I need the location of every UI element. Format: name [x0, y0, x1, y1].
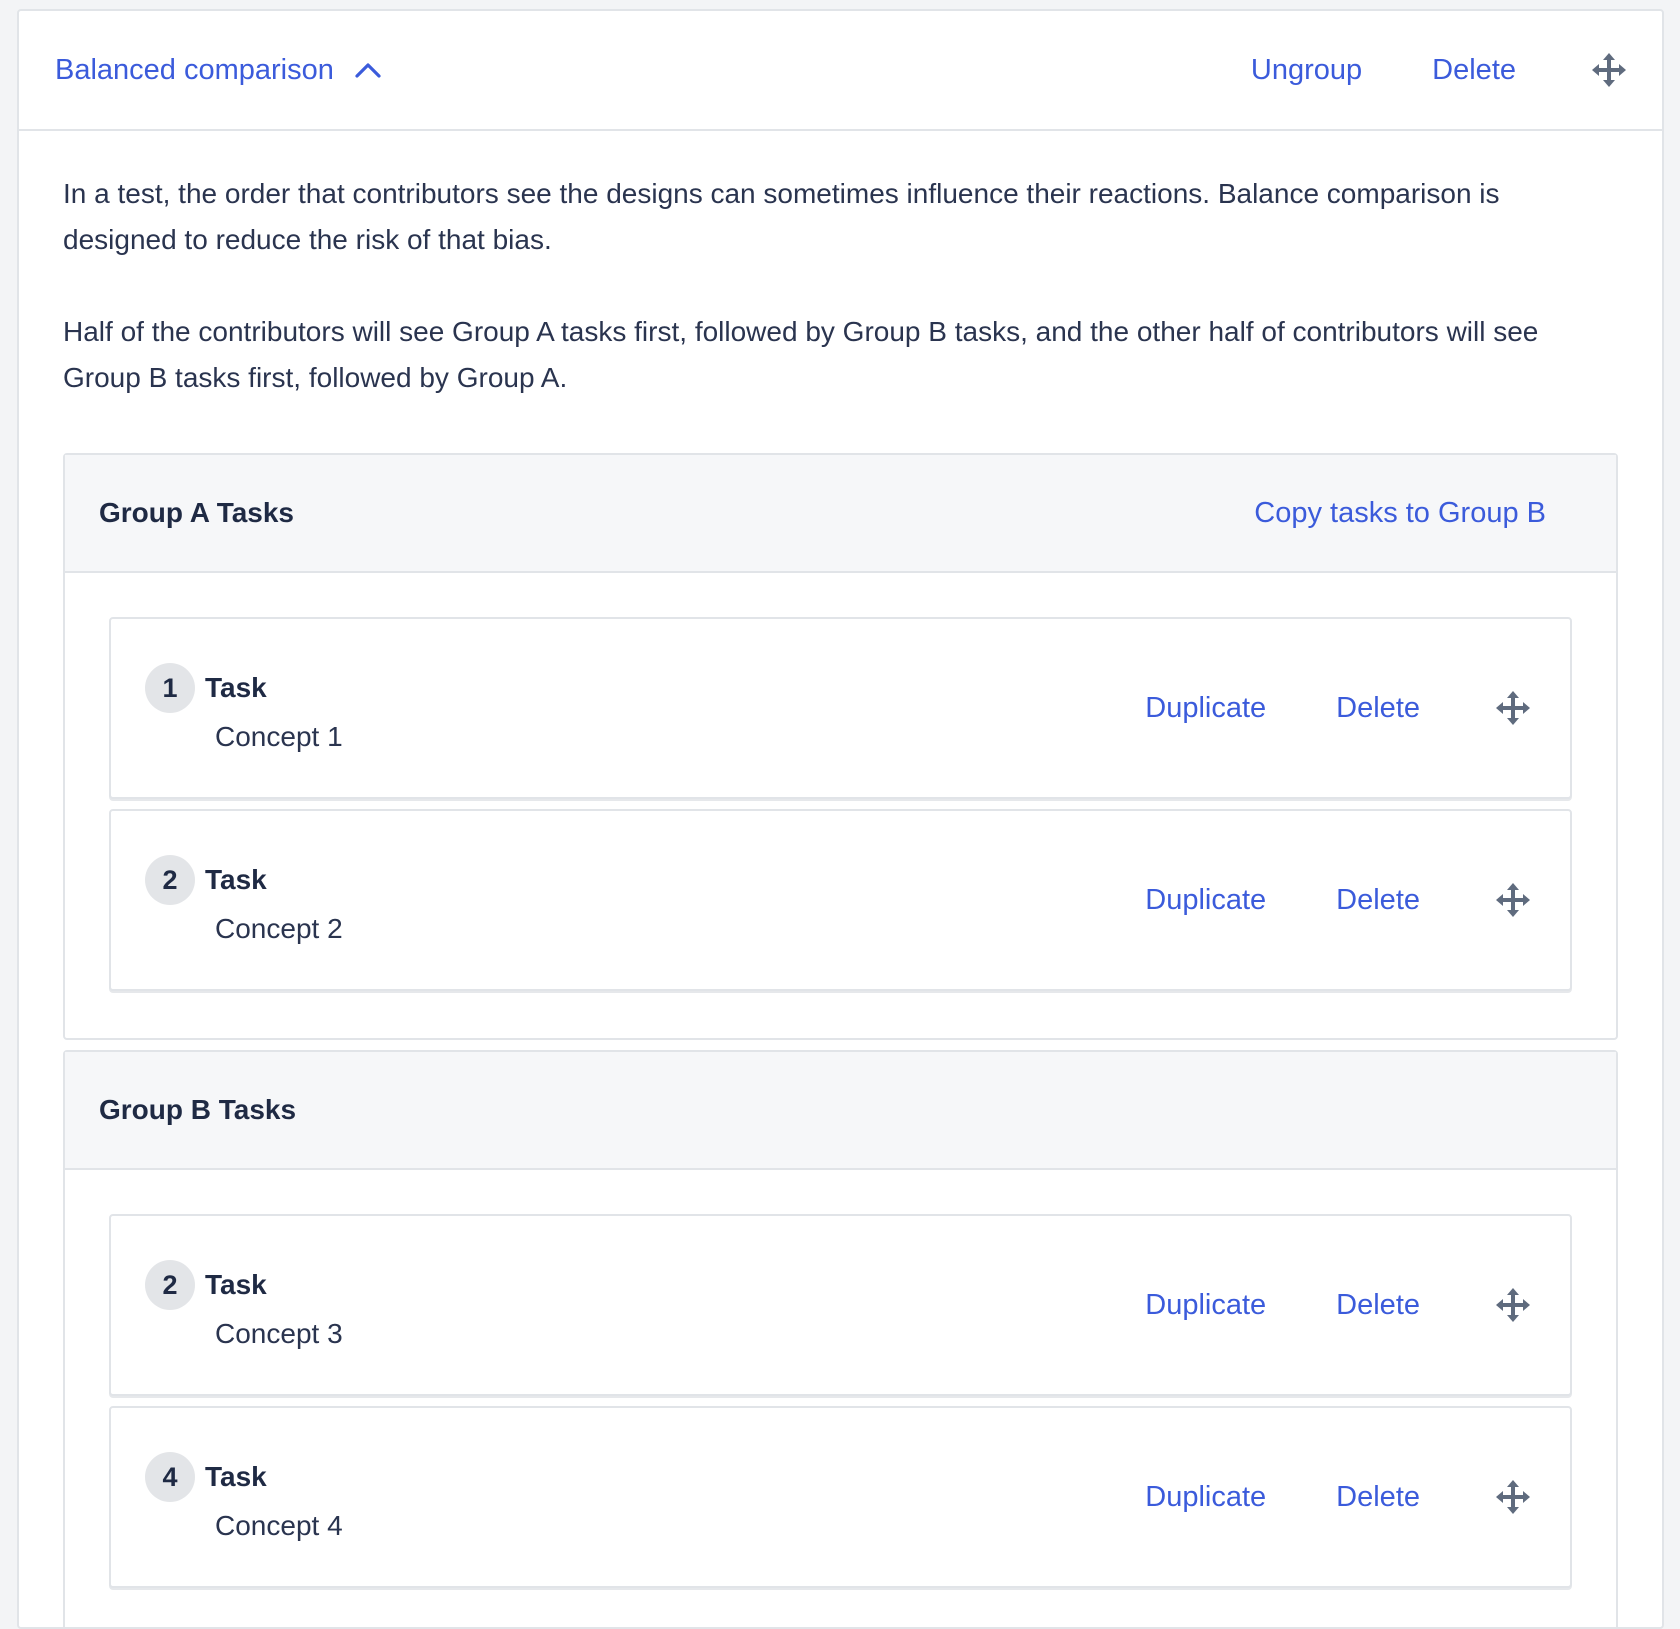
duplicate-button[interactable]: Duplicate: [1145, 691, 1267, 724]
task-info: [145, 663, 343, 753]
group-b: [63, 1050, 1618, 1629]
group-a-title: Group A Tasks: [99, 497, 295, 528]
task-card: [109, 809, 1572, 991]
task-number-badge: 2: [145, 1260, 195, 1310]
task-info: [145, 1452, 343, 1542]
task-actions: [1145, 691, 1530, 725]
task-concept: Concept 4: [215, 1510, 343, 1541]
task-label: Task: [205, 672, 267, 703]
task-number-badge: 4: [145, 1452, 195, 1502]
task-number-badge: 2: [145, 855, 195, 905]
delete-task-button[interactable]: Delete: [1336, 1288, 1420, 1321]
delete-task-button[interactable]: Delete: [1336, 883, 1420, 916]
move-icon[interactable]: [1496, 1480, 1530, 1514]
task-actions: [1145, 1480, 1530, 1514]
group-a: [63, 453, 1618, 1040]
balanced-comparison-panel: [17, 9, 1664, 1629]
task-label: Task: [205, 864, 267, 895]
panel-content: [19, 131, 1662, 1629]
task-heading: [145, 1452, 343, 1502]
task-card: [109, 1406, 1572, 1588]
task-actions: [1145, 883, 1530, 917]
task-concept: Concept 2: [215, 913, 343, 944]
copy-tasks-button[interactable]: Copy tasks to Group B: [1254, 496, 1546, 529]
ungroup-button[interactable]: Ungroup: [1250, 53, 1363, 86]
move-icon[interactable]: [1496, 883, 1530, 917]
task-card: [109, 617, 1572, 799]
move-icon[interactable]: [1592, 53, 1626, 87]
task-concept: Concept 3: [215, 1318, 343, 1349]
task-info: [145, 855, 343, 945]
group-a-tasks: [65, 573, 1616, 991]
task-actions: [1145, 1288, 1530, 1322]
duplicate-button[interactable]: Duplicate: [1145, 883, 1267, 916]
task-card: [109, 1214, 1572, 1396]
group-a-header: [65, 455, 1616, 573]
delete-group-button[interactable]: Delete: [1432, 53, 1516, 86]
group-b-header: [65, 1052, 1616, 1170]
delete-task-button[interactable]: Delete: [1336, 1480, 1420, 1513]
delete-task-button[interactable]: Delete: [1336, 691, 1420, 724]
group-b-tasks: [65, 1170, 1616, 1588]
collapse-toggle[interactable]: [55, 54, 382, 87]
duplicate-button[interactable]: Duplicate: [1145, 1288, 1267, 1321]
move-icon[interactable]: [1496, 1288, 1530, 1322]
group-b-title: Group B Tasks: [99, 1094, 297, 1125]
task-label: Task: [205, 1269, 267, 1300]
task-info: [145, 1260, 343, 1350]
task-heading: [145, 663, 343, 713]
task-concept: Concept 1: [215, 721, 343, 752]
task-heading: [145, 855, 343, 905]
panel-header: [19, 11, 1662, 131]
description-paragraph-2: Half of the contributors will see Group A tasks first, followed by Group B tasks, and the other half of contributors will see Group B tasks first, followed by Group A.: [63, 316, 1539, 393]
description-paragraph-1: In a test, the order that contributors see the designs can sometimes influence their reactions. Balance comparison is designed to reduce the risk of that bias.: [63, 178, 1500, 255]
chevron-up-icon: [354, 61, 382, 79]
task-label: Task: [205, 1461, 267, 1492]
duplicate-button[interactable]: Duplicate: [1145, 1480, 1267, 1513]
panel-title: Balanced comparison: [55, 53, 334, 86]
move-icon[interactable]: [1496, 691, 1530, 725]
header-actions: [1251, 53, 1626, 87]
task-number-badge: 1: [145, 663, 195, 713]
task-heading: [145, 1260, 343, 1310]
